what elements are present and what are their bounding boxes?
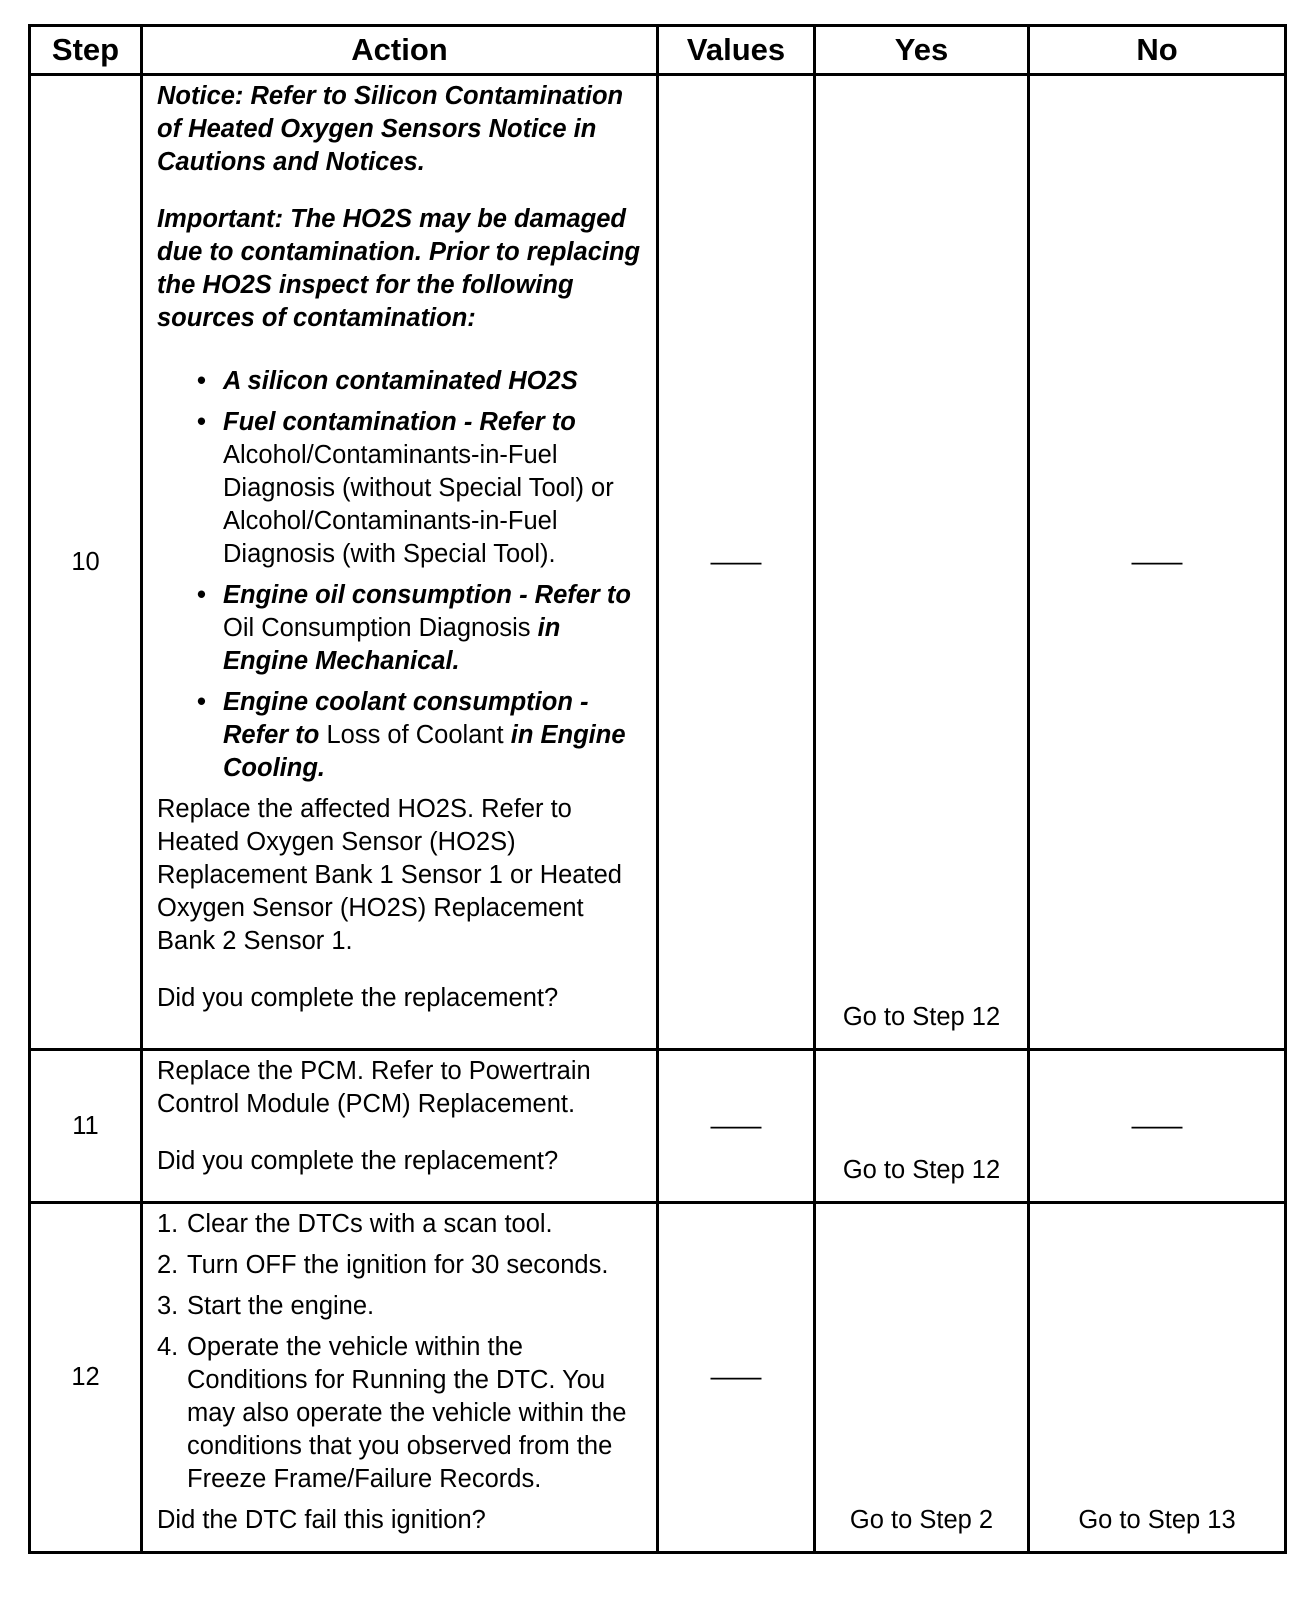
yes-cell: Go to Step 12 <box>815 75 1029 1050</box>
bullet-reference: Alcohol/Contaminants-in-Fuel Diagnosis (without Special Tool) or Alcohol/Contaminants-in-Fuel Diagnosis (with Special Tool). <box>223 441 614 568</box>
no-cell: Go to Step 13 <box>1029 1203 1286 1553</box>
list-item <box>157 1331 646 1496</box>
item-text: Operate the vehicle within the Conditions for Running the DTC. You may also operate the vehicle within the conditions that you observed from the Freeze Frame/Failure Records. <box>187 1333 627 1493</box>
action-cell <box>142 1050 658 1203</box>
bullet-reference: Oil Consumption Diagnosis <box>223 614 531 642</box>
list-item <box>157 1290 646 1323</box>
step-number: 10 <box>30 75 142 1050</box>
step-number: 11 <box>30 1050 142 1203</box>
action-cell <box>142 1203 658 1553</box>
bullet-text: A silicon contaminated HO2S <box>223 367 578 395</box>
table-row-step-12 <box>30 1203 1286 1553</box>
bullet-reference: Loss of Coolant <box>326 721 504 749</box>
diagnostic-table-container <box>28 24 1284 1554</box>
values-cell: —— <box>658 75 815 1050</box>
yes-cell: Go to Step 12 <box>815 1050 1029 1203</box>
procedure-list <box>157 1208 646 1496</box>
no-cell: —— <box>1029 75 1286 1050</box>
diagnostic-table <box>28 24 1287 1554</box>
item-number: 1. <box>157 1210 179 1238</box>
instruction-text: Replace the affected HO2S. Refer to Heated Oxygen Sensor (HO2S) Replacement Bank 1 Sensor 1 or Heated Oxygen Sensor (HO2S) Replacement Bank 2 Sensor 1. <box>157 795 622 955</box>
header-no: No <box>1029 26 1286 75</box>
table-row-step-10 <box>30 75 1286 1050</box>
important-text: Important: The HO2S may be damaged due to contamination. Prior to replacing the HO2S inspect for the following sources of contamination: <box>157 205 641 332</box>
item-text: Clear the DTCs with a scan tool. <box>187 1210 553 1238</box>
question-text: Did the DTC fail this ignition? <box>157 1506 486 1534</box>
instruction-text: Replace the PCM. Refer to Powertrain Control Module (PCM) Replacement. <box>157 1057 591 1118</box>
bullet-tail: in Engine Cooling. <box>223 721 626 782</box>
item-number: 2. <box>157 1251 179 1279</box>
values-cell: —— <box>658 1050 815 1203</box>
values-cell: —— <box>658 1203 815 1553</box>
list-item <box>197 406 646 571</box>
bullet-lead: Fuel contamination - Refer to <box>223 408 576 436</box>
list-item <box>197 579 646 678</box>
header-step: Step <box>30 26 142 75</box>
step-number: 12 <box>30 1203 142 1553</box>
notice-text: Notice: Refer to Silicon Contamination of Heated Oxygen Sensors Notice in Cautions and Notices. <box>157 82 624 176</box>
list-item <box>157 1249 646 1282</box>
header-values: Values <box>658 26 815 75</box>
question-text: Did you complete the replacement? <box>157 1147 559 1175</box>
item-text: Turn OFF the ignition for 30 seconds. <box>187 1251 609 1279</box>
no-cell: —— <box>1029 1050 1286 1203</box>
header-action: Action <box>142 26 658 75</box>
yes-cell: Go to Step 2 <box>815 1203 1029 1553</box>
bullet-tail: in Engine Mechanical. <box>223 614 561 675</box>
contamination-list <box>157 365 646 785</box>
list-item <box>157 1208 646 1241</box>
bullet-lead: Engine oil consumption - Refer to <box>223 581 631 609</box>
list-item <box>197 686 646 785</box>
header-row <box>30 26 1286 75</box>
bullet-lead: Engine coolant consumption - Refer to <box>223 688 589 749</box>
action-cell <box>142 75 658 1050</box>
item-text: Start the engine. <box>187 1292 375 1320</box>
question-text: Did you complete the replacement? <box>157 984 559 1012</box>
list-item <box>197 365 646 398</box>
item-number: 4. <box>157 1333 179 1361</box>
item-number: 3. <box>157 1292 179 1320</box>
header-yes: Yes <box>815 26 1029 75</box>
table-row-step-11 <box>30 1050 1286 1203</box>
